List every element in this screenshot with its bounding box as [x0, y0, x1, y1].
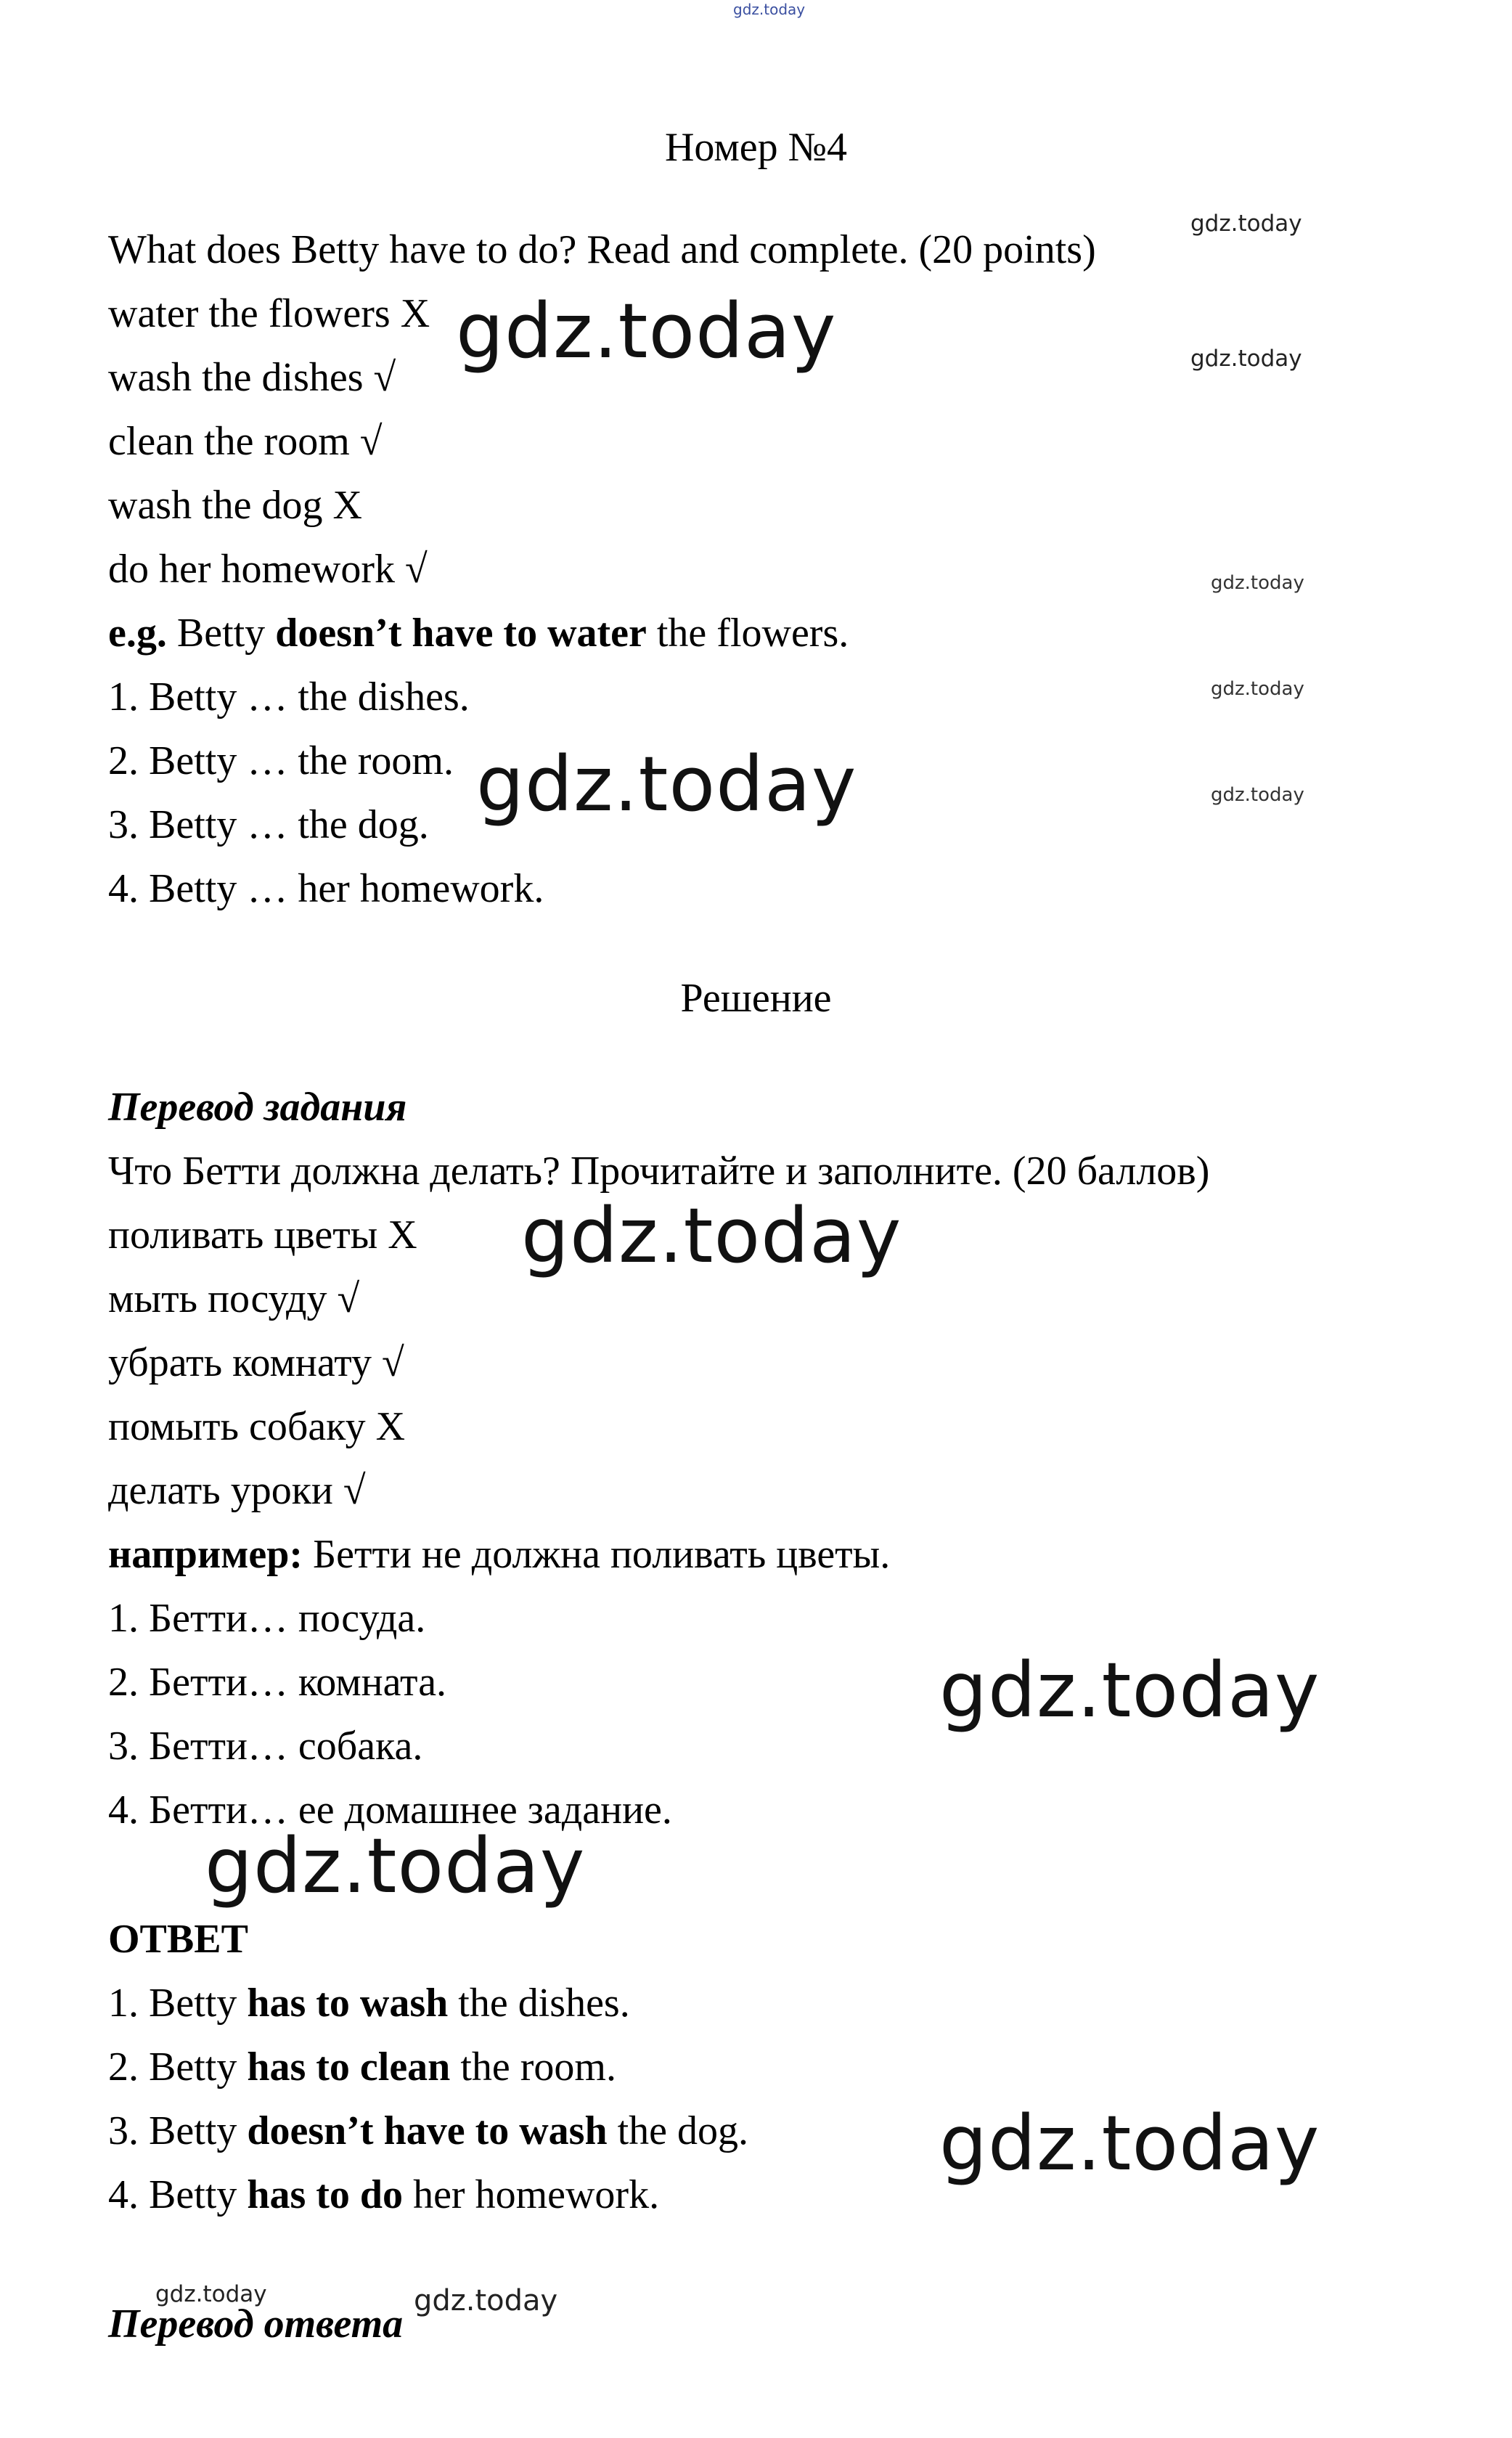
watermark: gdz.today	[205, 1822, 586, 1910]
task-example	[108, 608, 849, 659]
watermark: gdz.today	[1190, 211, 1302, 237]
watermark: gdz.today	[456, 287, 837, 375]
answer-heading: ОТВЕТ	[108, 1917, 248, 1962]
example-post: the flowers.	[646, 611, 849, 656]
task-instruction: What does Betty have to do? Read and complete. (20 points)	[108, 227, 1096, 272]
translation-item: убрать комнату √	[108, 1340, 404, 1385]
answer-bold: has to clean	[247, 2044, 451, 2090]
watermark: gdz.today	[1190, 346, 1302, 372]
example-pre: Betty	[166, 611, 276, 656]
translation-item: мыть посуду √	[108, 1276, 360, 1321]
answer-bold: has to do	[247, 2172, 404, 2217]
answer-bold: doesn’t have to wash	[247, 2108, 608, 2153]
answer-post: the dog.	[607, 2108, 749, 2153]
translation-sentence: 3. Бетти… собака.	[108, 1724, 423, 1769]
translation-item: помыть собаку X	[108, 1404, 406, 1449]
answer-pre: 1. Betty	[108, 1981, 248, 2026]
translation-item: поливать цветы X	[108, 1212, 417, 1257]
watermark: gdz.today	[155, 2281, 267, 2307]
task-item: do her homework √	[108, 547, 428, 592]
watermark: gdz.today	[1211, 572, 1304, 594]
answer-bold: has to wash	[247, 1981, 449, 2026]
answer-post: the room.	[450, 2044, 616, 2090]
task-sentence: 1. Betty … the dishes.	[108, 674, 470, 719]
example-bold: doesn’t have to water	[275, 611, 647, 656]
task-item: wash the dog X	[108, 483, 362, 528]
answer-line	[108, 2169, 659, 2220]
task-item: wash the dishes √	[108, 355, 396, 400]
task-sentence: 3. Betty … the dog.	[108, 802, 429, 847]
answer-pre: 3. Betty	[108, 2108, 248, 2153]
top-watermark: gdz.today	[733, 1, 806, 18]
translation-example-text: Бетти не должна поливать цветы.	[303, 1532, 891, 1577]
translation-example-label: например:	[108, 1532, 303, 1577]
watermark: gdz.today	[414, 2284, 558, 2317]
watermark: gdz.today	[1211, 784, 1304, 806]
translation-sentence: 2. Бетти… комната.	[108, 1660, 447, 1705]
watermark: gdz.today	[521, 1191, 902, 1280]
watermark: gdz.today	[939, 2099, 1320, 2188]
translation-example	[108, 1529, 890, 1580]
answer-pre: 4. Betty	[108, 2172, 248, 2217]
task-item: water the flowers X	[108, 291, 430, 336]
answer-post: her homework.	[403, 2172, 660, 2217]
translation-instruction: Что Бетти должна делать? Прочитайте и заполните. (20 баллов)	[108, 1149, 1210, 1194]
answer-line	[108, 2042, 616, 2092]
watermark: gdz.today	[1211, 678, 1304, 700]
answer-pre: 2. Betty	[108, 2044, 248, 2090]
solution-title: Решение	[680, 976, 832, 1021]
task-item: clean the room √	[108, 419, 383, 464]
translation-item: делать уроки √	[108, 1468, 366, 1513]
page-title: Номер №4	[664, 125, 848, 170]
watermark: gdz.today	[476, 740, 857, 828]
watermark: gdz.today	[939, 1646, 1320, 1734]
answer-line	[108, 1978, 630, 2029]
task-sentence: 4. Betty … her homework.	[108, 866, 544, 911]
task-sentence: 2. Betty … the room.	[108, 738, 454, 783]
example-label: e.g.	[108, 611, 167, 656]
answer-translation-heading: Перевод ответа	[108, 2302, 404, 2347]
translation-heading: Перевод задания	[108, 1085, 407, 1130]
translation-sentence: 4. Бетти… ее домашнее задание.	[108, 1787, 672, 1832]
answer-line	[108, 2105, 748, 2156]
answer-post: the dishes.	[448, 1981, 630, 2026]
translation-sentence: 1. Бетти… посуда.	[108, 1596, 426, 1641]
